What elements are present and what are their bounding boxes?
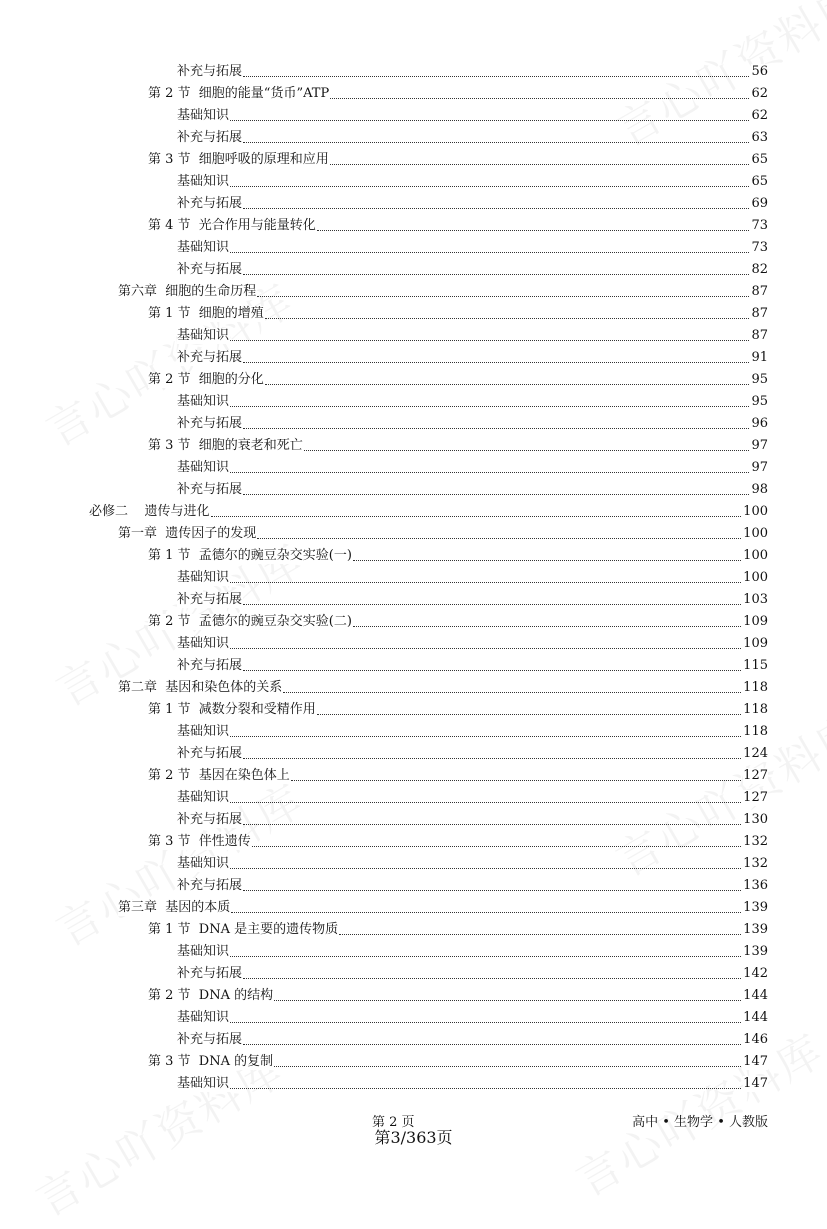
- toc-dot-leader: [243, 274, 749, 275]
- toc-entry-label: 补充与拓展: [177, 878, 243, 893]
- toc-entry-label: 补充与拓展: [177, 812, 243, 827]
- toc-dot-leader: [243, 1044, 741, 1045]
- toc-entry-page: 91: [751, 350, 768, 365]
- toc-entry-page: 103: [743, 592, 768, 607]
- toc-dot-leader: [243, 208, 749, 209]
- toc-entry-page: 56: [751, 64, 768, 79]
- toc-entry-label: 补充与拓展: [177, 966, 243, 981]
- toc-entry-label: 必修二 遗传与进化: [89, 504, 210, 519]
- toc-dot-leader: [243, 758, 741, 759]
- toc-entry-label: 第一章 遗传因子的发现: [118, 526, 257, 541]
- toc-entry[interactable]: [177, 190, 768, 212]
- toc-entry[interactable]: [177, 344, 768, 366]
- toc-entry-label: 基础知识: [177, 1076, 230, 1091]
- toc-entry-label: 第 3 节 DNA 的复制: [148, 1054, 274, 1069]
- toc-entry-label: 第 3 节 细胞的衰老和死亡: [148, 438, 303, 453]
- toc-entry-label: 第六章 细胞的生命历程: [118, 284, 257, 299]
- toc-entry[interactable]: [177, 850, 768, 872]
- toc-entry-label: 补充与拓展: [177, 482, 243, 497]
- toc-entry-label: 基础知识: [177, 636, 230, 651]
- toc-entry[interactable]: [177, 124, 768, 146]
- document-page-counter: 第3/363页: [374, 1128, 453, 1147]
- table-of-contents: [0, 58, 827, 1092]
- toc-dot-leader: [230, 736, 741, 737]
- footer-series: 高中 • 生物学 • 人教版: [632, 1115, 768, 1130]
- toc-dot-leader: [230, 582, 741, 583]
- toc-entry[interactable]: [118, 278, 768, 300]
- toc-entry[interactable]: [118, 674, 768, 696]
- toc-entry[interactable]: [148, 80, 768, 102]
- toc-entry[interactable]: [148, 982, 768, 1004]
- toc-entry-label: 补充与拓展: [177, 592, 243, 607]
- toc-entry-page: 98: [751, 482, 768, 497]
- toc-entry-page: 100: [743, 504, 768, 519]
- toc-entry-label: 第 1 节 DNA 是主要的遗传物质: [148, 922, 339, 937]
- toc-entry[interactable]: [148, 696, 768, 718]
- toc-entry-label: 第 3 节 细胞呼吸的原理和应用: [148, 152, 329, 167]
- toc-dot-leader: [243, 978, 741, 979]
- toc-entry[interactable]: [118, 894, 768, 916]
- toc-entry-page: 73: [751, 218, 768, 233]
- toc-entry-page: 147: [743, 1054, 768, 1069]
- toc-entry[interactable]: [148, 300, 768, 322]
- toc-entry[interactable]: [177, 410, 768, 432]
- toc-dot-leader: [252, 846, 741, 847]
- toc-entry[interactable]: [177, 256, 768, 278]
- toc-entry-page: 144: [743, 1010, 768, 1025]
- toc-entry-page: 139: [743, 922, 768, 937]
- toc-entry[interactable]: [177, 718, 768, 740]
- toc-entry-page: 95: [751, 372, 768, 387]
- toc-entry[interactable]: [177, 652, 768, 674]
- toc-entry-label: 第 2 节 细胞的分化: [148, 372, 264, 387]
- toc-entry-label: 第 2 节 DNA 的结构: [148, 988, 274, 1003]
- toc-entry[interactable]: [177, 322, 768, 344]
- toc-entry-page: 118: [743, 680, 768, 695]
- toc-entry-page: 62: [751, 86, 768, 101]
- toc-entry-label: 基础知识: [177, 460, 230, 475]
- toc-entry[interactable]: [177, 58, 768, 80]
- toc-entry-label: 第 2 节 基因在染色体上: [148, 768, 290, 783]
- toc-entry[interactable]: [177, 234, 768, 256]
- toc-entry-label: 补充与拓展: [177, 746, 243, 761]
- toc-dot-leader: [353, 626, 741, 627]
- toc-dot-leader: [243, 890, 741, 891]
- toc-entry[interactable]: [148, 916, 768, 938]
- toc-entry-label: 第二章 基因和染色体的关系: [118, 680, 283, 695]
- toc-entry[interactable]: [177, 476, 768, 498]
- toc-dot-leader: [230, 252, 749, 253]
- toc-entry-label: 第 1 节 孟德尔的豌豆杂交实验(一): [148, 548, 352, 563]
- toc-entry-label: 基础知识: [177, 570, 230, 585]
- toc-entry-page: 139: [743, 900, 768, 915]
- toc-entry-page: 82: [751, 262, 768, 277]
- toc-entry-label: 第 2 节 细胞的能量“货币”ATP: [148, 86, 330, 101]
- toc-entry[interactable]: [148, 432, 768, 454]
- toc-entry-label: 第 1 节 细胞的增殖: [148, 306, 264, 321]
- toc-entry-page: 139: [743, 944, 768, 959]
- toc-dot-leader: [230, 648, 741, 649]
- toc-entry[interactable]: [177, 784, 768, 806]
- toc-entry-label: 基础知识: [177, 174, 230, 189]
- toc-entry[interactable]: [177, 938, 768, 960]
- toc-entry-page: 146: [743, 1032, 768, 1047]
- toc-dot-leader: [283, 692, 741, 693]
- toc-entry-page: 100: [743, 548, 768, 563]
- toc-entry-page: 118: [743, 724, 768, 739]
- toc-entry[interactable]: [148, 146, 768, 168]
- toc-entry[interactable]: [177, 806, 768, 828]
- toc-dot-leader: [230, 472, 749, 473]
- toc-dot-leader: [265, 384, 750, 385]
- toc-entry-page: 100: [743, 526, 768, 541]
- toc-entry-page: 87: [751, 306, 768, 321]
- toc-dot-leader: [230, 802, 741, 803]
- toc-dot-leader: [265, 318, 750, 319]
- toc-dot-leader: [353, 560, 741, 561]
- toc-entry-page: 127: [743, 768, 768, 783]
- toc-entry-page: 132: [743, 834, 768, 849]
- toc-entry[interactable]: [177, 1070, 768, 1092]
- toc-entry[interactable]: [148, 212, 768, 234]
- toc-entry-page: 109: [743, 636, 768, 651]
- toc-dot-leader: [257, 538, 741, 539]
- toc-entry-label: 基础知识: [177, 394, 230, 409]
- toc-dot-leader: [243, 362, 749, 363]
- toc-entry[interactable]: [177, 586, 768, 608]
- toc-dot-leader: [243, 494, 749, 495]
- toc-entry[interactable]: [177, 1026, 768, 1048]
- toc-entry-page: 87: [751, 328, 768, 343]
- toc-dot-leader: [330, 98, 749, 99]
- toc-entry-page: 65: [751, 174, 768, 189]
- toc-entry-label: 第三章 基因的本质: [118, 900, 231, 915]
- toc-dot-leader: [274, 1000, 741, 1001]
- toc-entry-label: 补充与拓展: [177, 262, 243, 277]
- toc-entry[interactable]: [89, 498, 768, 520]
- toc-entry[interactable]: [148, 1048, 768, 1070]
- toc-dot-leader: [243, 428, 749, 429]
- toc-entry-page: 100: [743, 570, 768, 585]
- toc-entry[interactable]: [118, 520, 768, 542]
- toc-entry-page: 73: [751, 240, 768, 255]
- toc-entry-page: 63: [751, 130, 768, 145]
- toc-entry-page: 95: [751, 394, 768, 409]
- toc-dot-leader: [230, 186, 749, 187]
- toc-entry-label: 第 4 节 光合作用与能量转化: [148, 218, 316, 233]
- toc-entry-label: 第 1 节 减数分裂和受精作用: [148, 702, 316, 717]
- toc-entry-page: 96: [751, 416, 768, 431]
- toc-entry-label: 基础知识: [177, 240, 230, 255]
- toc-dot-leader: [231, 912, 741, 913]
- toc-entry-label: 基础知识: [177, 856, 230, 871]
- toc-entry[interactable]: [148, 828, 768, 850]
- toc-entry-page: 127: [743, 790, 768, 805]
- toc-entry[interactable]: [148, 762, 768, 784]
- toc-dot-leader: [230, 406, 749, 407]
- toc-entry[interactable]: [177, 872, 768, 894]
- toc-entry[interactable]: [177, 102, 768, 124]
- toc-entry-page: 109: [743, 614, 768, 629]
- toc-entry-label: 第 3 节 伴性遗传: [148, 834, 251, 849]
- toc-entry[interactable]: [148, 542, 768, 564]
- toc-dot-leader: [243, 604, 741, 605]
- toc-entry-page: 124: [743, 746, 768, 761]
- toc-entry-page: 115: [743, 658, 768, 673]
- toc-dot-leader: [274, 1066, 741, 1067]
- toc-entry-page: 144: [743, 988, 768, 1003]
- toc-entry[interactable]: [177, 564, 768, 586]
- toc-dot-leader: [317, 714, 741, 715]
- toc-entry-page: 130: [743, 812, 768, 827]
- toc-entry-page: 62: [751, 108, 768, 123]
- toc-dot-leader: [317, 230, 750, 231]
- toc-entry-label: 补充与拓展: [177, 1032, 243, 1047]
- toc-entry-label: 基础知识: [177, 1010, 230, 1025]
- toc-entry[interactable]: [177, 1004, 768, 1026]
- toc-entry-label: 补充与拓展: [177, 130, 243, 145]
- toc-entry-page: 69: [751, 196, 768, 211]
- toc-entry-label: 补充与拓展: [177, 64, 243, 79]
- toc-entry[interactable]: [177, 454, 768, 476]
- toc-entry-page: 97: [751, 438, 768, 453]
- toc-dot-leader: [243, 824, 741, 825]
- toc-dot-leader: [339, 934, 741, 935]
- toc-entry-label: 基础知识: [177, 944, 230, 959]
- toc-entry-page: 136: [743, 878, 768, 893]
- toc-entry-label: 基础知识: [177, 328, 230, 343]
- toc-dot-leader: [230, 120, 749, 121]
- toc-entry-page: 87: [751, 284, 768, 299]
- toc-dot-leader: [243, 670, 741, 671]
- toc-dot-leader: [243, 76, 749, 77]
- toc-entry-page: 97: [751, 460, 768, 475]
- footer-page-number: 第 2 页: [372, 1115, 415, 1130]
- toc-entry-label: 基础知识: [177, 790, 230, 805]
- toc-entry-page: 65: [751, 152, 768, 167]
- toc-dot-leader: [230, 1088, 741, 1089]
- toc-entry[interactable]: [148, 608, 768, 630]
- toc-entry-page: 142: [743, 966, 768, 981]
- toc-entry[interactable]: [148, 366, 768, 388]
- toc-entry-page: 118: [743, 702, 768, 717]
- toc-entry-label: 补充与拓展: [177, 350, 243, 365]
- toc-entry[interactable]: [177, 740, 768, 762]
- toc-entry[interactable]: [177, 960, 768, 982]
- toc-dot-leader: [257, 296, 749, 297]
- toc-dot-leader: [304, 450, 750, 451]
- toc-entry-label: 补充与拓展: [177, 416, 243, 431]
- toc-dot-leader: [243, 142, 749, 143]
- toc-entry-label: 第 2 节 孟德尔的豌豆杂交实验(二): [148, 614, 352, 629]
- toc-dot-leader: [211, 516, 742, 517]
- toc-entry[interactable]: [177, 168, 768, 190]
- toc-entry-page: 147: [743, 1076, 768, 1091]
- toc-entry[interactable]: [177, 630, 768, 652]
- toc-entry-label: 基础知识: [177, 724, 230, 739]
- toc-entry-page: 132: [743, 856, 768, 871]
- toc-entry-label: 补充与拓展: [177, 658, 243, 673]
- toc-dot-leader: [230, 340, 749, 341]
- toc-entry[interactable]: [177, 388, 768, 410]
- toc-dot-leader: [230, 1022, 741, 1023]
- toc-entry-label: 基础知识: [177, 108, 230, 123]
- toc-entry-label: 补充与拓展: [177, 196, 243, 211]
- toc-dot-leader: [291, 780, 741, 781]
- toc-dot-leader: [230, 868, 741, 869]
- toc-dot-leader: [230, 956, 741, 957]
- toc-dot-leader: [330, 164, 750, 165]
